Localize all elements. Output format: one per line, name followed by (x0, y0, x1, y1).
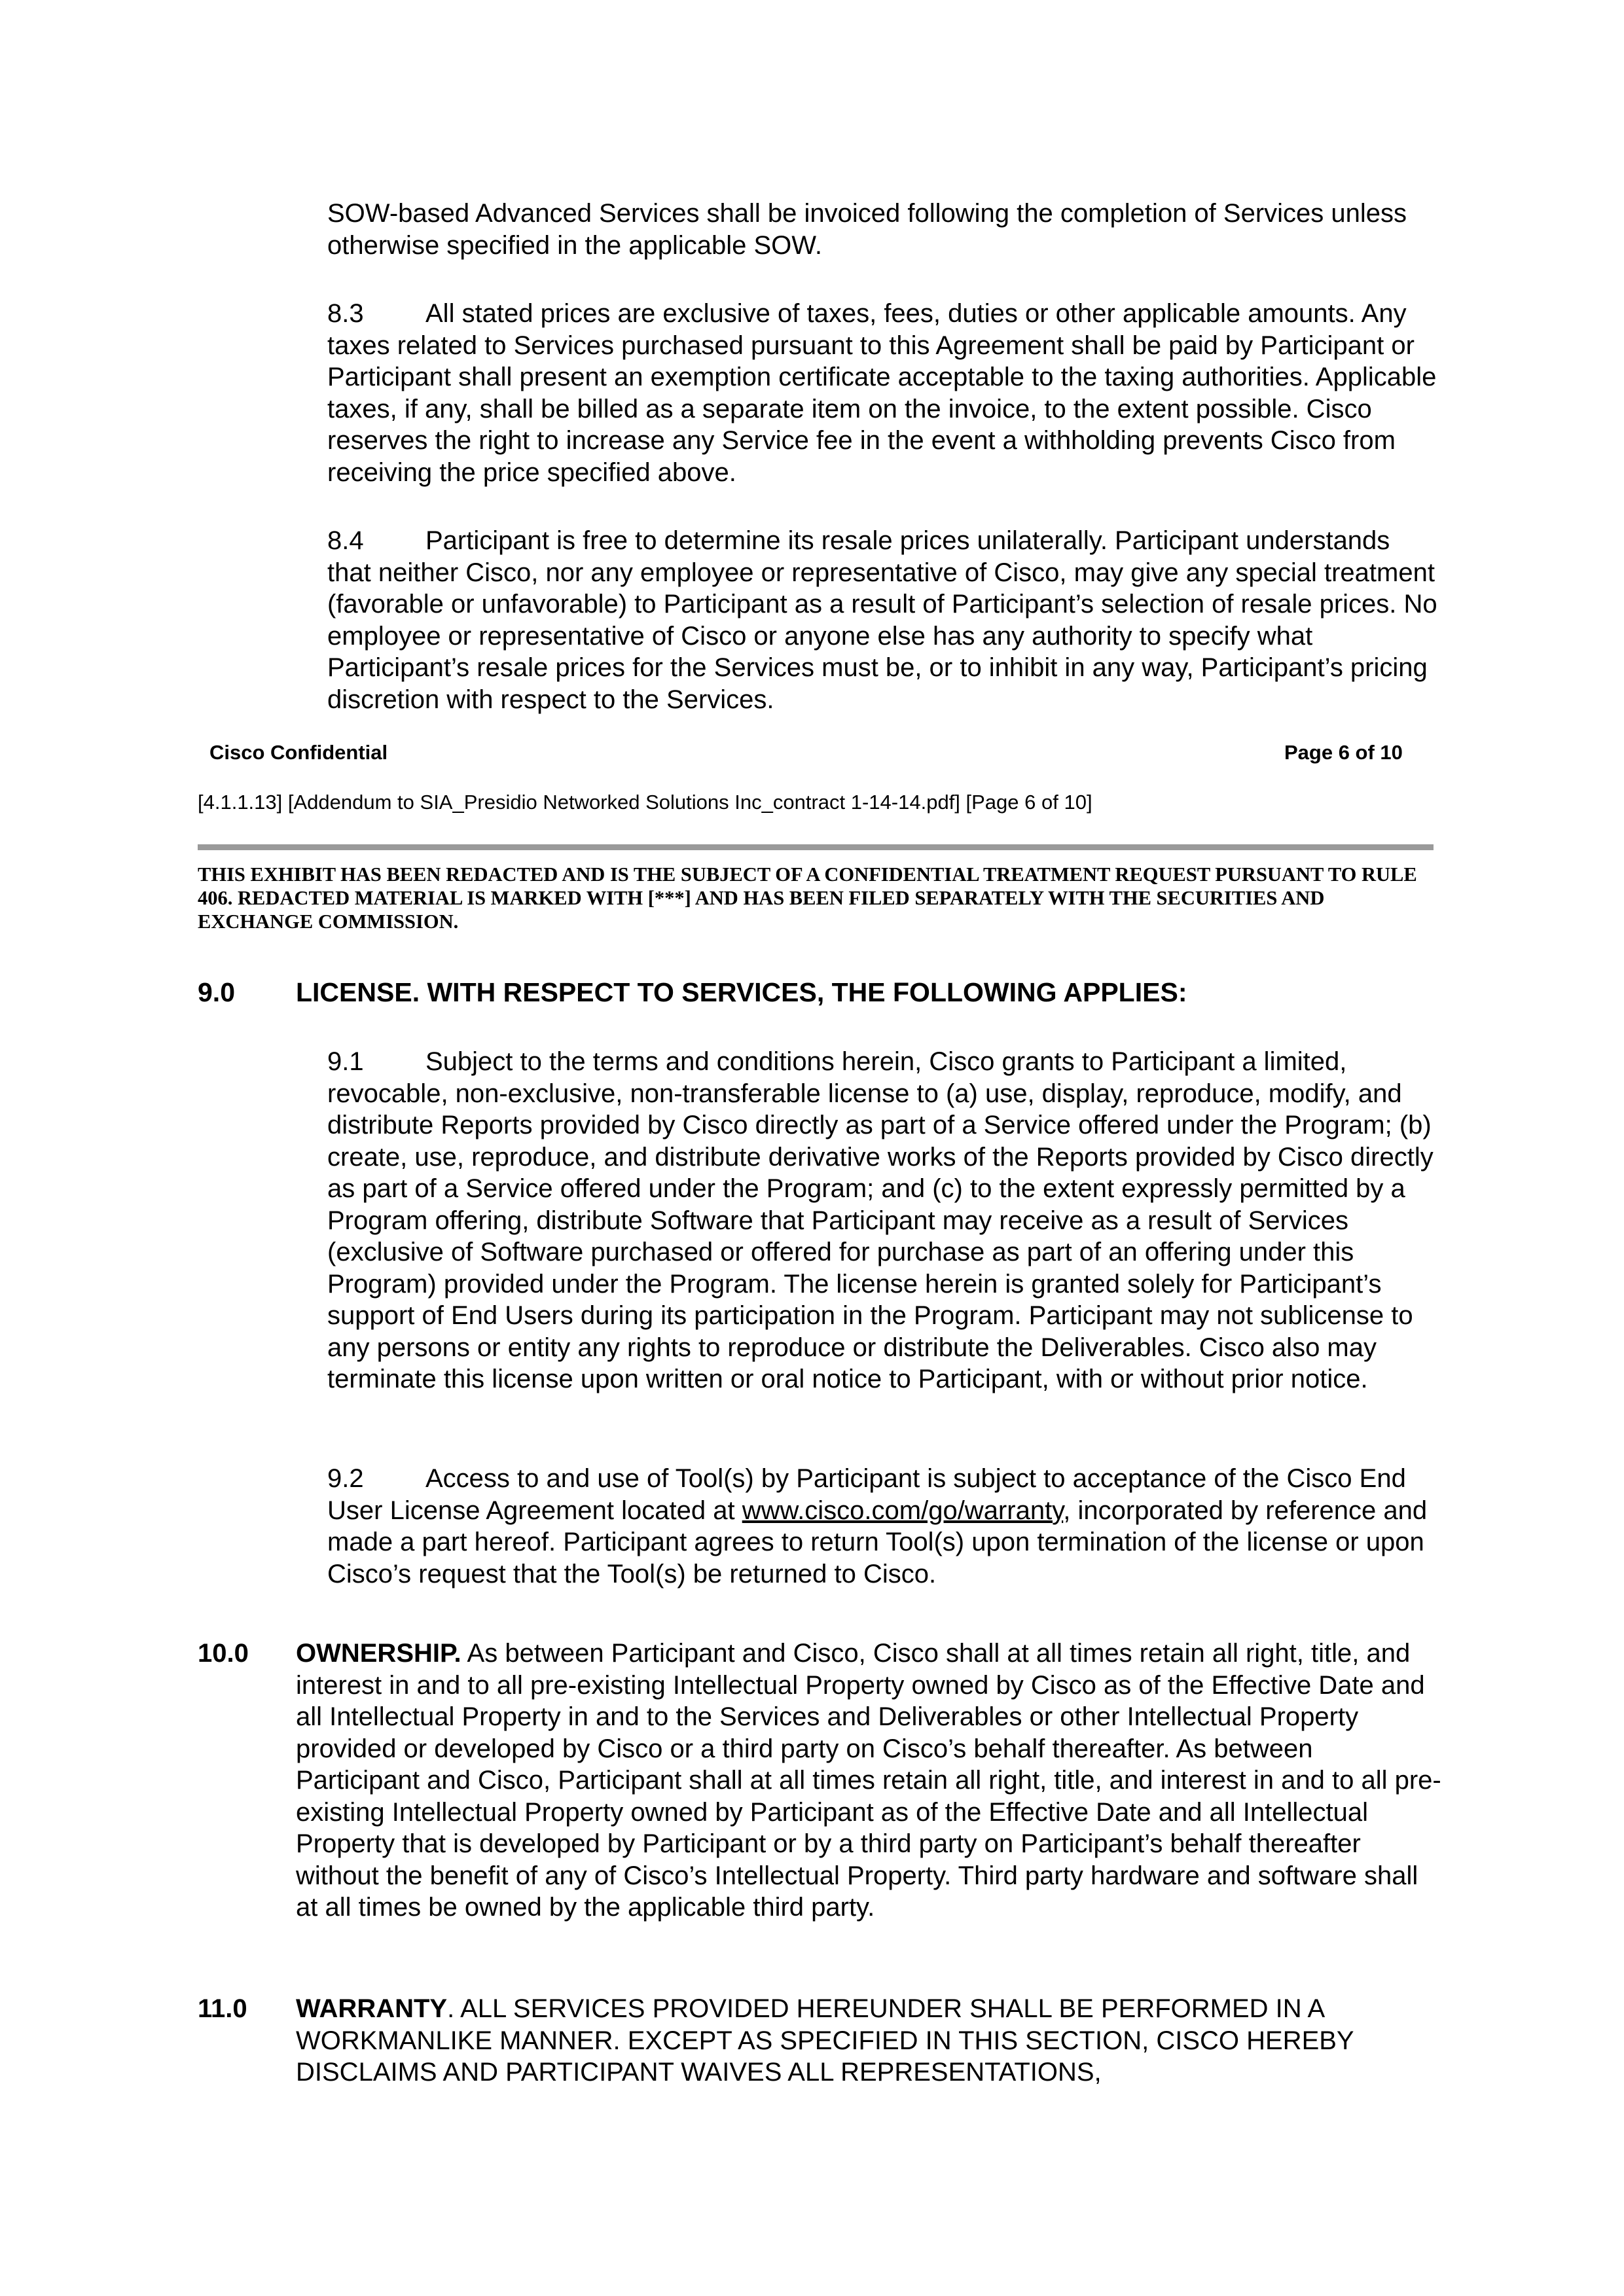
clause-8-3 (327, 298, 1440, 488)
clause-number: 8.4 (327, 526, 364, 555)
redaction-notice: THIS EXHIBIT HAS BEEN REDACTED AND IS THE SUBJECT OF A CONFIDENTIAL TREATMENT REQUEST PURSUANT TO RULE 406. REDACTED MATERIAL IS MARKED WITH [***] AND HAS BEEN FILED SEPARATELY WITH THE SECURITIES AND EXCHANGE COMMISSION. (198, 863, 1417, 933)
section-body (296, 1638, 1441, 1924)
section-11 (198, 1993, 1441, 2089)
clause-text: Subject to the terms and conditions herein, Cisco grants to Participant a limited, revocable, non-exclusive, non-transferable license to (a) use, display, reproduce, modify, and distribute Reports provided by Cisco directly as part of a Service offered under the Program; (b) create, use, reproduce, and distribute derivative works of the Reports provided by Cisco directly as part of a Service offered under the Program; and (c) to the extent expressly permitted by a Program offering, distribute Software that Participant may receive as a result of Services (exclusive of Software purchased or offered for purchase as part of an offering under this Program) provided under the Program. The license herein is granted solely for Participant’s support of End Users during its participation in the Program. Participant may not sublicense to any persons or entity any rights to reproduce or distribute the Deliverables. Cisco also may terminate this license upon written or oral notice to Participant, with or without prior notice. (327, 1047, 1434, 1393)
clause-text-before: Access to and use of Tool(s) by Participant is subject to acceptance of the Cisco End User License Agreement located at (327, 1464, 1406, 1525)
section-9-heading (198, 977, 1187, 1008)
clause-text: All stated prices are exclusive of taxes, fees, duties or other applicable amounts. Any taxes related to Services purchased pursuant to this Agreement shall be paid by Participant or Participant shall present an exemption certificate acceptable to the taxing authorities. Applicable taxes, if any, shall be billed as a separate item on the invoice, to the extent possible. Cisco reserves the right to increase any Service fee in the event a withholding prevents Cisco from receiving the price specified above. (327, 299, 1437, 487)
section-number: 10.0 (198, 1639, 249, 1668)
section-10 (198, 1638, 1441, 1924)
clause-9-2 (327, 1463, 1440, 1590)
section-title: WARRANTY (296, 1994, 448, 2023)
section-body (296, 1993, 1441, 2089)
section-text: . ALL SERVICES PROVIDED HEREUNDER SHALL BE PERFORMED IN A WORKMANLIKE MANNER. EXCEPT AS SPECIFIED IN THIS SECTION, CISCO HEREBY DISCLAIMS AND PARTICIPANT WAIVES ALL REPRESENTATIONS, (296, 1994, 1354, 2087)
warranty-link[interactable]: www.cisco.com/go/warranty (742, 1496, 1064, 1525)
page-divider (198, 844, 1434, 850)
section-number: 9.0 (198, 977, 235, 1007)
clause-9-1 (327, 1046, 1440, 1395)
clause-number: 9.2 (327, 1464, 364, 1493)
clause-number: 8.3 (327, 299, 364, 328)
footer-confidential: Cisco Confidential (209, 741, 388, 764)
section-text: As between Participant and Cisco, Cisco shall at all times retain all right, title, and interest in and to all pre-existing Intellectual Property owned by Cisco as of the Effective Date and all Intellectual Property in and to the Services and Deliverables or other Intellectual Property provided or developed by Cisco or a third party on Cisco’s behalf thereafter. As between Participant and Cisco, Participant shall at all times retain all right, title, and interest in and to all pre-existing Intellectual Property owned by Participant as of the Effective Date and all Intellectual Property that is developed by Participant or by a third party on Participant’s behalf thereafter without the benefit of any of Cisco’s Intellectual Property. Third party hardware and software shall at all times be owned by the applicable third party. (296, 1639, 1441, 1922)
top-paragraph: SOW-based Advanced Services shall be invoiced following the completion of Services unless otherwise specified in the applicable SOW. (327, 199, 1407, 260)
clause-8-4 (327, 525, 1440, 715)
clause-text: Participant is free to determine its resale prices unilaterally. Participant understands that neither Cisco, nor any employee or representative of Cisco, may give any special treatment (favorable or unfavorable) to Participant as a result of Participant’s selection of resale prices. No employee or representative of Cisco or anyone else has any authority to specify what Participant’s resale prices for the Services must be, or to inhibit in any way, Participant’s pricing discretion with respect to the Services. (327, 526, 1437, 714)
source-reference: [4.1.1.13] [Addendum to SIA_Presidio Networked Solutions Inc_contract 1-14-14.pdf] [Page 6 of 10] (198, 791, 1092, 814)
clause-text-after: , incorporated by reference and made a part hereof. Participant agrees to return Tool(s) upon termination of the license or upon Cisco’s request that the Tool(s) be returned to Cisco. (327, 1496, 1428, 1588)
footer-page-number: Page 6 of 10 (1284, 741, 1403, 764)
section-title: LICENSE. WITH RESPECT TO SERVICES, THE FOLLOWING APPLIES: (296, 977, 1187, 1007)
section-number: 11.0 (198, 1994, 247, 2023)
clause-number: 9.1 (327, 1047, 364, 1076)
section-title: OWNERSHIP. (296, 1639, 461, 1668)
